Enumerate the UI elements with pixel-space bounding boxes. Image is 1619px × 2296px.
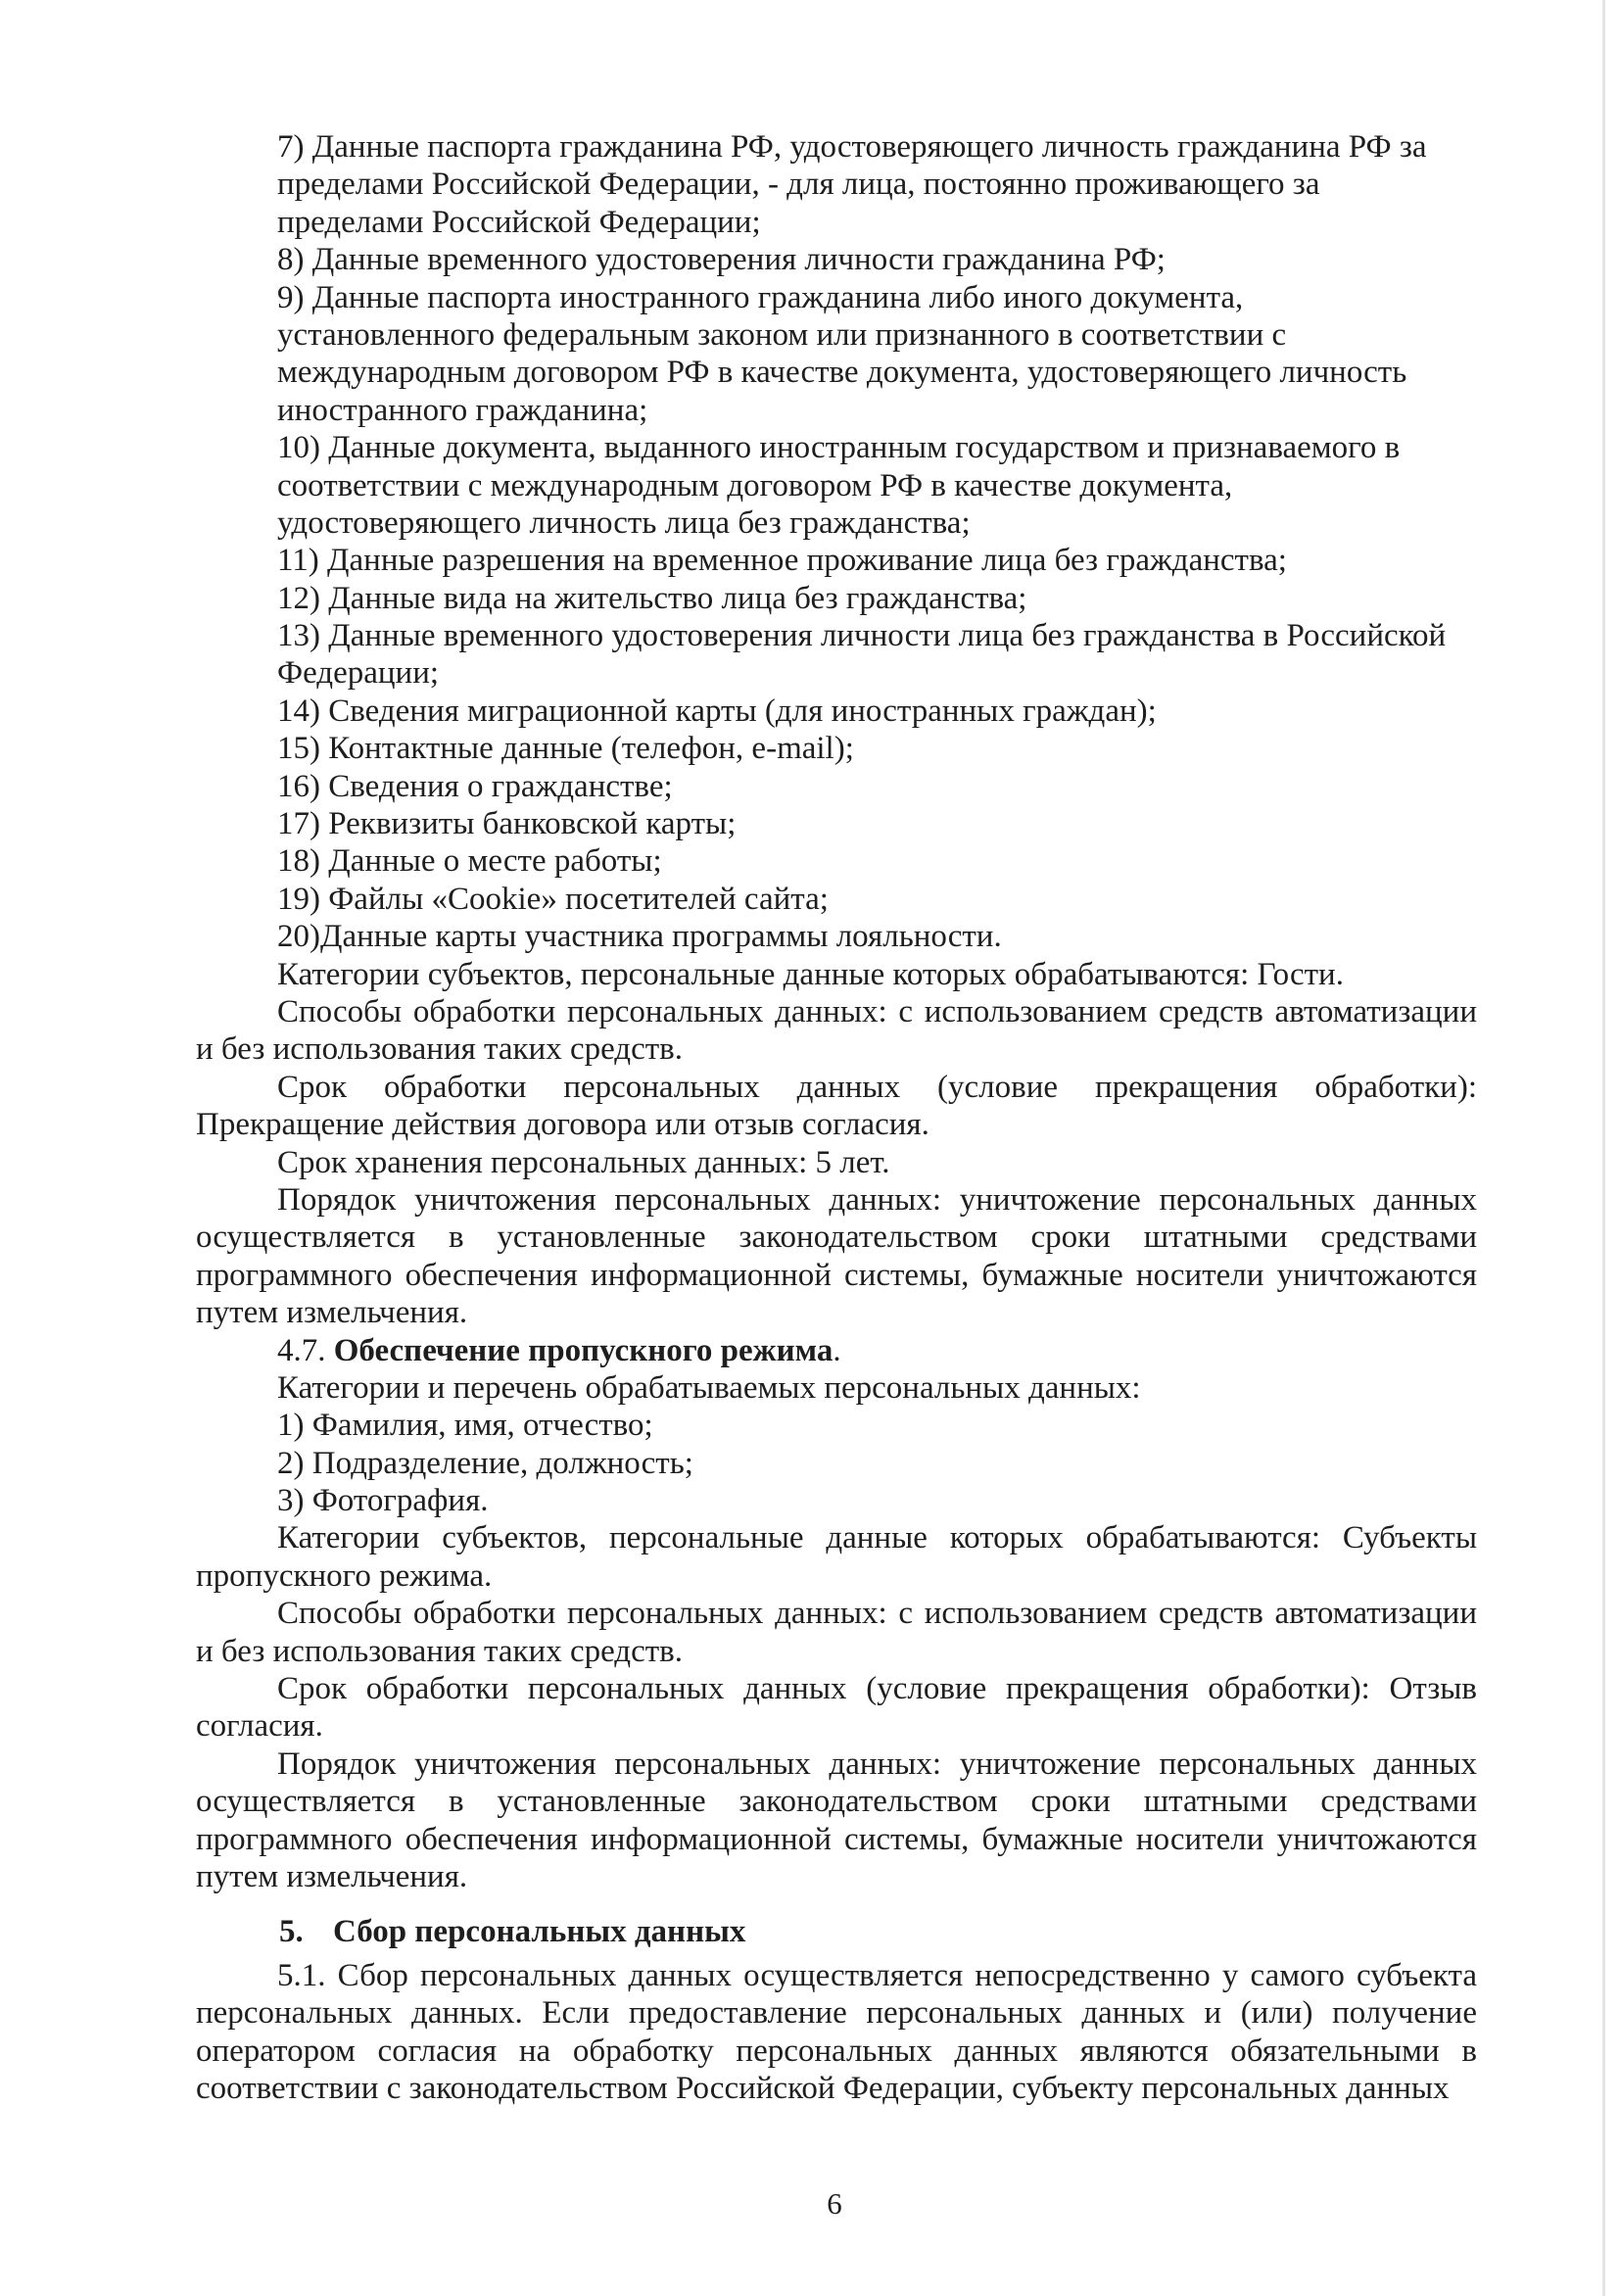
subsection-period: . [833,1332,841,1368]
text-line: Способы обработки персональных данных: с использованием средств автоматизации [277,1596,1477,1632]
text-line: персональных данных. Если предоставление персональных данных и (или) получение [196,1995,1477,2032]
paragraph [196,1595,1477,1670]
text-line: 10) Данные документа, выданного иностранным государством и признаваемого в [277,430,1401,466]
text-line: 2) Подразделение, должность; [277,1445,693,1481]
text-line: 15) Контактные данные (телефон, e-mail); [277,731,854,767]
text-line: пределами Российской Федерации, - для лица, постоянно проживающего за [277,167,1320,203]
list-item [196,429,1477,542]
text-line: осуществляется в установленные законодательством сроки штатными средствами [196,1784,1477,1820]
text-line: Категории и перечень обрабатываемых персональных данных: [277,1369,1141,1406]
document-body [196,128,1477,2107]
list-item [196,881,1477,918]
text-line: 14) Сведения миграционной карты (для иностранных граждан); [277,693,1157,729]
list-item [196,918,1477,955]
text-line: 7) Данные паспорта гражданина РФ, удостоверяющего личность гражданина РФ за [277,129,1427,165]
text-line: Категории субъектов, персональные данные которых обрабатываются: Субъекты [277,1520,1477,1556]
text-line: 20)Данные карты участника программы лояльности. [277,919,1002,955]
list-item [196,693,1477,730]
text-line: осуществляется в установленные законодательством сроки штатными средствами [196,1220,1477,1256]
text-line: 11) Данные разрешения на временное проживание лица без гражданства; [277,543,1287,579]
list-item [196,241,1477,278]
list-item [196,842,1477,880]
text-line: соответствии с международным договором РФ в качестве документа, [277,467,1233,503]
list-item [196,805,1477,842]
paragraph [196,1069,1477,1144]
text-line: 5.1. Сбор персональных данных осуществляется непосредственно у самого субъекта [277,1957,1477,1993]
text-line: и без использования таких средств. [196,1633,683,1669]
text-line: Срок обработки персональных данных (условие прекращения обработки): [277,1069,1477,1105]
text-line: Прекращение действия договора или отзыв согласия. [196,1107,929,1143]
section-heading [196,1332,1477,1369]
text-line: согласия. [196,1708,323,1745]
text-line: пределами Российской Федерации; [277,204,761,240]
text-line: Порядок уничтожения персональных данных: уничтожение персональных данных [277,1181,1477,1218]
text-line: иностранного гражданина; [277,392,648,428]
paragraph [196,993,1477,1069]
subsection-title: Обеспечение пропускного режима [333,1332,833,1368]
text-line: 16) Сведения о гражданстве; [277,768,673,804]
text-line: Категории субъектов, персональные данные которых обрабатываются: Гости. [277,956,1344,992]
paragraph [196,1519,1477,1595]
list-item [196,730,1477,767]
text-line: путем измельчения. [196,1295,468,1331]
paragraph [196,1369,1477,1407]
paragraph [196,1670,1477,1746]
text-line: Способы обработки персональных данных: с использованием средств автоматизации [277,993,1477,1029]
section-title: Сбор персональных данных [333,1914,746,1950]
list-item [196,768,1477,805]
text-line: 17) Реквизиты банковской карты; [277,806,737,842]
text-line: 8) Данные временного удостоверения личности гражданина РФ; [277,242,1166,278]
text-line: Срок обработки персональных данных (условие прекращения обработки): Отзыв [277,1671,1477,1707]
text-line: программного обеспечения информационной системы, бумажные носители уничтожаются [196,1257,1477,1293]
text-line: Порядок уничтожения персональных данных: уничтожение персональных данных [277,1746,1477,1782]
section-heading [196,1913,1477,1950]
text-line: соответствии с законодательством Российской Федерации, субъекту персональных данных [196,2070,1450,2106]
paragraph [196,1957,1477,2108]
text-line: 19) Файлы «Cookie» посетителей сайта; [277,881,829,917]
section-number: 5. [279,1914,304,1950]
paragraph [196,956,1477,993]
list-item [196,128,1477,241]
text-line: международным договором РФ в качестве документа, удостоверяющего личность [277,355,1407,391]
text-line: и без использования таких средств. [196,1031,683,1068]
page-number: 6 [827,2186,842,2221]
list-item [196,1407,1477,1444]
text-line: путем измельчения. [196,1858,468,1894]
list-item [196,1445,1477,1482]
text-line: Срок хранения персональных данных: 5 лет. [277,1144,890,1180]
text-line: 1) Фамилия, имя, отчество; [277,1408,653,1444]
subsection-number: 4.7. [277,1332,334,1368]
text-line: Федерации; [277,655,440,692]
list-item [196,617,1477,693]
text-line: 3) Фотография. [277,1483,489,1519]
paragraph [196,1746,1477,1896]
list-item [196,542,1477,579]
list-item [196,580,1477,617]
subsection-heading-line [196,1332,1477,1369]
text-line: программного обеспечения информационной системы, бумажные носители уничтожаются [196,1821,1477,1857]
text-line: пропускного режима. [196,1557,493,1594]
text-line: оператором согласия на обработку персональных данных являются обязательными в [196,2033,1477,2069]
list-item [196,279,1477,430]
text-line: установленного федеральным законом или признанного в соответствии с [277,316,1287,353]
text-line: 13) Данные временного удостоверения личности лица без гражданства в Российской [277,618,1447,654]
text-line: 9) Данные паспорта иностранного гражданина либо иного документа, [277,279,1244,315]
scan-edge [1602,0,1605,2296]
text-line: 12) Данные вида на жительство лица без гражданства; [277,580,1027,616]
section-heading-line [196,1913,1477,1950]
paragraph [196,1144,1477,1181]
text-line: удостоверяющего личность лица без гражданства; [277,504,971,541]
paragraph [196,1181,1477,1332]
list-item [196,1482,1477,1519]
text-line: 18) Данные о месте работы; [277,843,662,880]
